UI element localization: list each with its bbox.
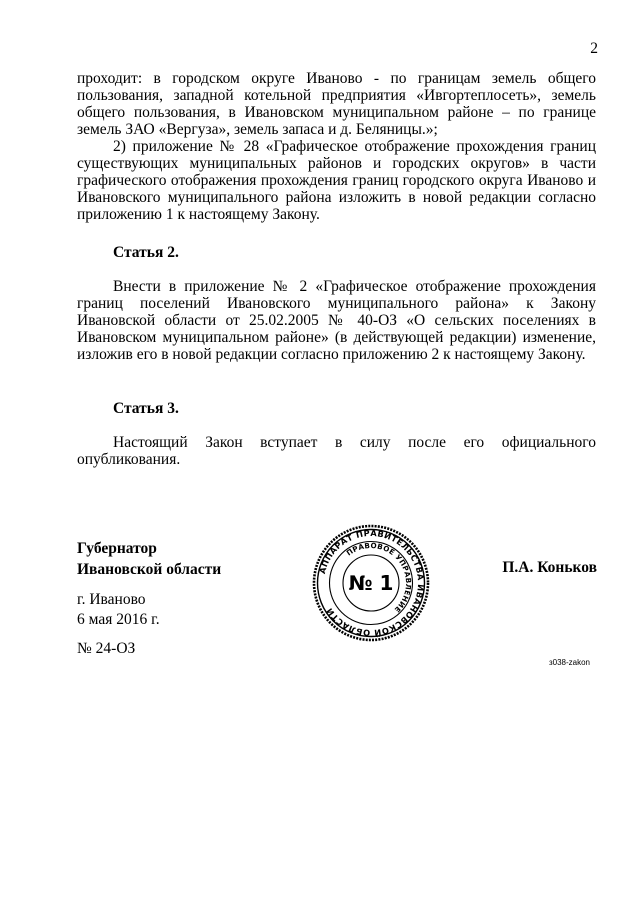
- official-seal-stamp: [311, 523, 431, 643]
- amendment-text: [77, 70, 596, 223]
- document-code: з038-zakon: [548, 658, 590, 667]
- place: г. Иваново: [77, 591, 146, 608]
- date: 6 мая 2016 г.: [77, 611, 160, 628]
- article-3-heading: Статья 3.: [113, 400, 179, 417]
- signatory-name: П.А. Коньков: [502, 559, 597, 576]
- signatory-title-line1: Губернатор: [77, 540, 157, 557]
- seal-inner-text: ПРАВОВОЕ УПРАВЛЕНИЕ: [344, 540, 414, 615]
- article-2-heading: Статья 2.: [113, 244, 179, 261]
- paragraph-boundary-description: проходит: в городском округе Иваново - по границам земель общего пользования, западной котельной предприятия «Ивгортеплосеть», земель общего пользования, в Ивановском муниципальном районе – по границе земель ЗАО «Вергуза», земель запаса и д. Беляницы.»;: [77, 70, 596, 138]
- paragraph-appendix-28: 2) приложение № 28 «Графическое отображение прохождения границ существующих муниципальных районов и городских округов» в части графического отображения прохождения границ городского округа Иваново и Ивановского муниципального района изложить в новой редакции согласно приложению 1 к настоящему Закону.: [77, 138, 596, 223]
- seal-number: № 1: [348, 571, 394, 595]
- article-3-text: Настоящий Закон вступает в силу после его официального опубликования.: [77, 434, 596, 468]
- article-2-body: [77, 278, 596, 363]
- article-3-body: [77, 434, 596, 468]
- article-2-text: Внести в приложение № 2 «Графическое отображение прохождения границ поселений Ивановского муниципального района» к Закону Ивановской области от 25.02.2005 № 40-ОЗ «О сельских поселениях в Ивановском муниципальном районе» (в действующей редакции) изменение, изложив его в новой редакции согласно приложению 2 к настоящему Закону.: [77, 278, 596, 363]
- signatory-title-line2: Ивановской области: [77, 561, 222, 578]
- page-number: 2: [590, 40, 598, 57]
- place-and-date: [77, 590, 160, 630]
- seal-outer-text: АППАРАТ ПРАВИТЕЛЬСТВА ИВАНОВСКОЙ ОБЛАСТИ: [316, 527, 427, 639]
- law-number: № 24-ОЗ: [77, 640, 136, 657]
- signatory-title: [77, 538, 221, 580]
